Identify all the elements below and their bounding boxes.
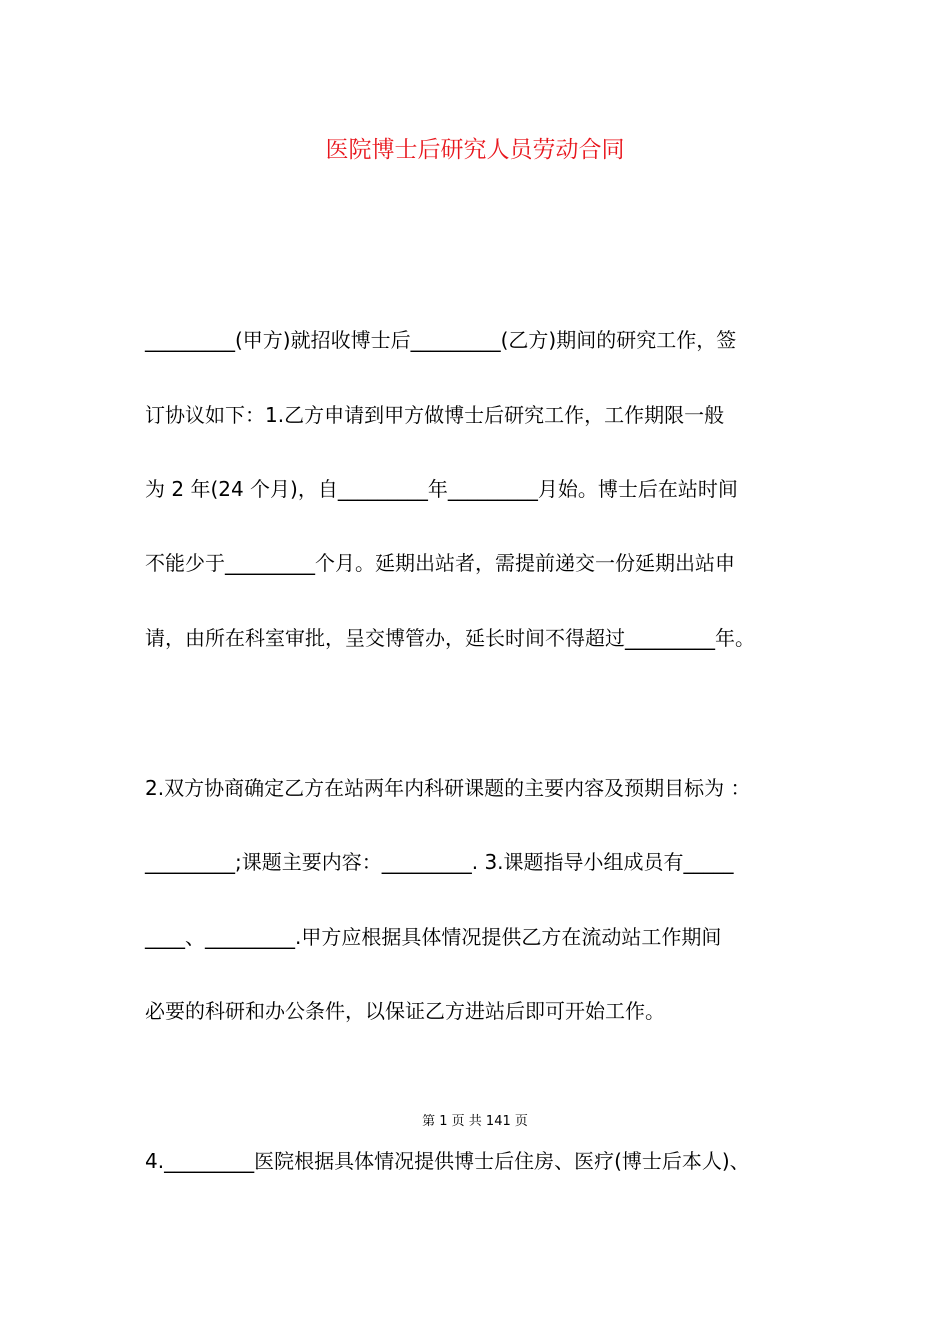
paragraph-2-line-2: _________;课题主要内容：_________. 3.课题指导小组成员有_____ [145, 850, 734, 874]
paragraph-1-line-3: 为 2 年(24 个月)，自_________年_________月始。博士后在站时间 [145, 477, 738, 501]
paragraph-2-line-4: 必要的科研和办公条件，以保证乙方进站后即可开始工作。 [145, 999, 665, 1023]
paragraph-2-line-1: 2.双方协商确定乙方在站两年内科研课题的主要内容及预期目标为 ： [145, 776, 751, 800]
paragraph-1-line-5: 请，由所在科室审批，呈交博管办，延长时间不得超过_________年。 [145, 626, 755, 650]
page-number-footer: 第 1 页 共 141 页 [422, 1114, 528, 1129]
paragraph-1-line-4: 不能少于_________个月。延期出站者，需提前递交一份延期出站申 [145, 551, 735, 575]
paragraph-1-line-1: _________(甲方)就招收博士后_________(乙方)期间的研究工作，签 [145, 328, 737, 352]
paragraph-3-line-1: 4._________医院根据具体情况提供博士后住房、医疗(博士后本人)、 [145, 1149, 750, 1173]
paragraph-2-line-3: ____、_________.甲方应根据具体情况提供乙方在流动站工作期间 [145, 925, 722, 949]
paragraph-1-line-2: 订协议如下：1.乙方申请到甲方做博士后研究工作，工作期限一般 [145, 403, 725, 427]
document-title: 医院博士后研究人员劳动合同 [325, 137, 625, 163]
